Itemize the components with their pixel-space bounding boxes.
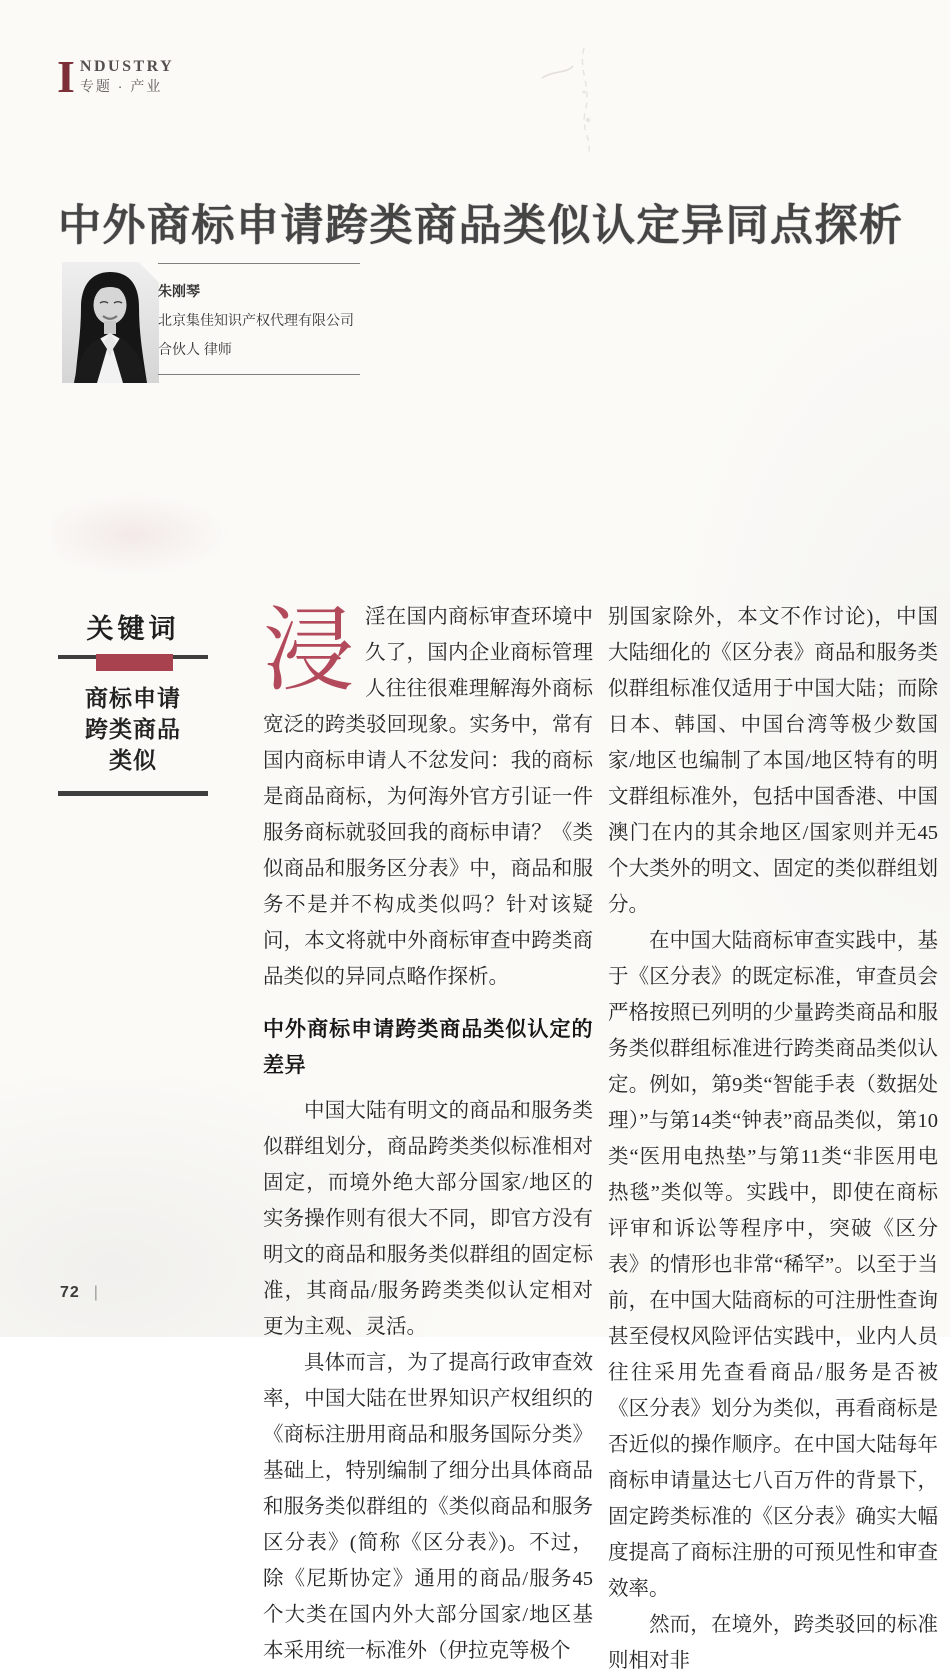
author-company: 北京集佳知识产权代理有限公司 [158,312,354,328]
magazine-masthead [57,51,175,102]
author-photo [62,262,159,383]
section-label: 专题 · 产业 [79,78,163,94]
paragraph: 中国大陆有明文的商品和服务类似群组划分，商品跨类类似标准相对固定，而境外绝大部分国家/地区的实务操作则有很大不同，即官方没有明文的商品和服务类似群组的固定标准，其商品/服务跨类类似认定相对更为主观、灵活。 [263,1100,593,1338]
section-heading: 中外商标申请跨类商品类似认定的差异 [263,1018,593,1077]
article-column-2 [608,599,938,1672]
keywords-bottom-line [58,791,208,796]
author-name: 朱刚琴 [158,283,200,299]
lead-paragraph [263,599,593,995]
magazine-name: NDUSTRY [79,58,175,75]
keywords-divider-line [58,655,208,659]
article-title: 中外商标申请跨类商品类似认定异同点探析 [58,202,904,250]
author-info-block [158,263,360,375]
keyword-item: 商标申请 [85,686,181,711]
page-number-divider: | [93,1284,99,1301]
keyword-item: 跨类商品 [85,717,181,742]
keywords-accent-bar [96,654,173,671]
page-showthrough-artifact [52,492,232,577]
paragraph: 在中国大陆商标审查实践中，基于《区分表》的既定标准，审查员会严格按照已列明的少量跨类商品和服务类似群组标准进行跨类商品类似认定。例如，第9类“智能手表（数据处理）”与第14类“钟表”商品类似，第10类“医用电热垫”与第11类“非医用电热毯”类似等。实践中，即使在商标评审和诉讼等程序中，突破《区分表》的情形也非常“稀罕”。以至于当前，在中国大陆商标的可注册性查询甚至侵权风险评估实践中，业内人员往往采用先查看商品/服务是否被《区分表》划分为类似，再看商标是否近似的操作顺序。在中国大陆每年商标申请量达七八百万件的背景下，固定跨类标准的《区分表》确实大幅度提高了商标注册的可预见性和审查效率。 [608,930,938,1600]
paragraph: 具体而言，为了提高行政审查效率，中国大陆在世界知识产权组织的《商标注册用商品和服务国际分类》基础上，特别编制了细分出具体商品和服务类似群组的《类似商品和服务区分表》(简称《区分表》)。不过，除《尼斯协定》通用的商品/服务45个大类在国内外大部分国家/地区基本采用统一标准外（伊拉克等极个 [263,1352,593,1662]
portrait-illustration [62,262,159,383]
paragraph: 然而，在境外，跨类驳回的标准则相对非 [608,1614,938,1672]
article-column-1 [263,599,593,1662]
scan-smudge-artifact [538,20,633,165]
keywords-heading: 关键词 [86,614,180,644]
lead-paragraph-text: 淫在国内商标审查环境中久了，国内企业商标管理人往往很难理解海外商标宽泛的跨类驳回现象。实务中，常有国内商标申请人不忿发问：我的商标是商品商标，为何海外官方引证一件服务商标就驳回我的商标申请？《类似商品和服务区分表》中，商品和服务不是并不构成类似吗？针对该疑问，本文将就中外商标审查中跨类商品类似的异同点略作探析。 [263,606,593,988]
page-number [60,1284,99,1302]
paragraph-continuation: 别国家除外，本文不作讨论)，中国大陆细化的《区分表》商品和服务类似群组标准仅适用于中国大陆；而除日本、韩国、中国台湾等极少数国家/地区也编制了本国/地区特有的明文群组标准外，包括中国香港、中国澳门在内的其余地区/国家则并无45个大类外的明文、固定的类似群组划分。 [608,606,938,916]
masthead-initial-letter: I [57,51,75,102]
page-number-value: 72 [60,1284,80,1301]
keywords-sidebar [58,607,208,796]
keywords-list [58,683,208,776]
masthead-text-block [80,56,174,96]
drop-cap: 浸 [263,600,356,702]
keyword-item: 类似 [109,748,157,773]
author-role: 合伙人 律师 [158,341,232,357]
